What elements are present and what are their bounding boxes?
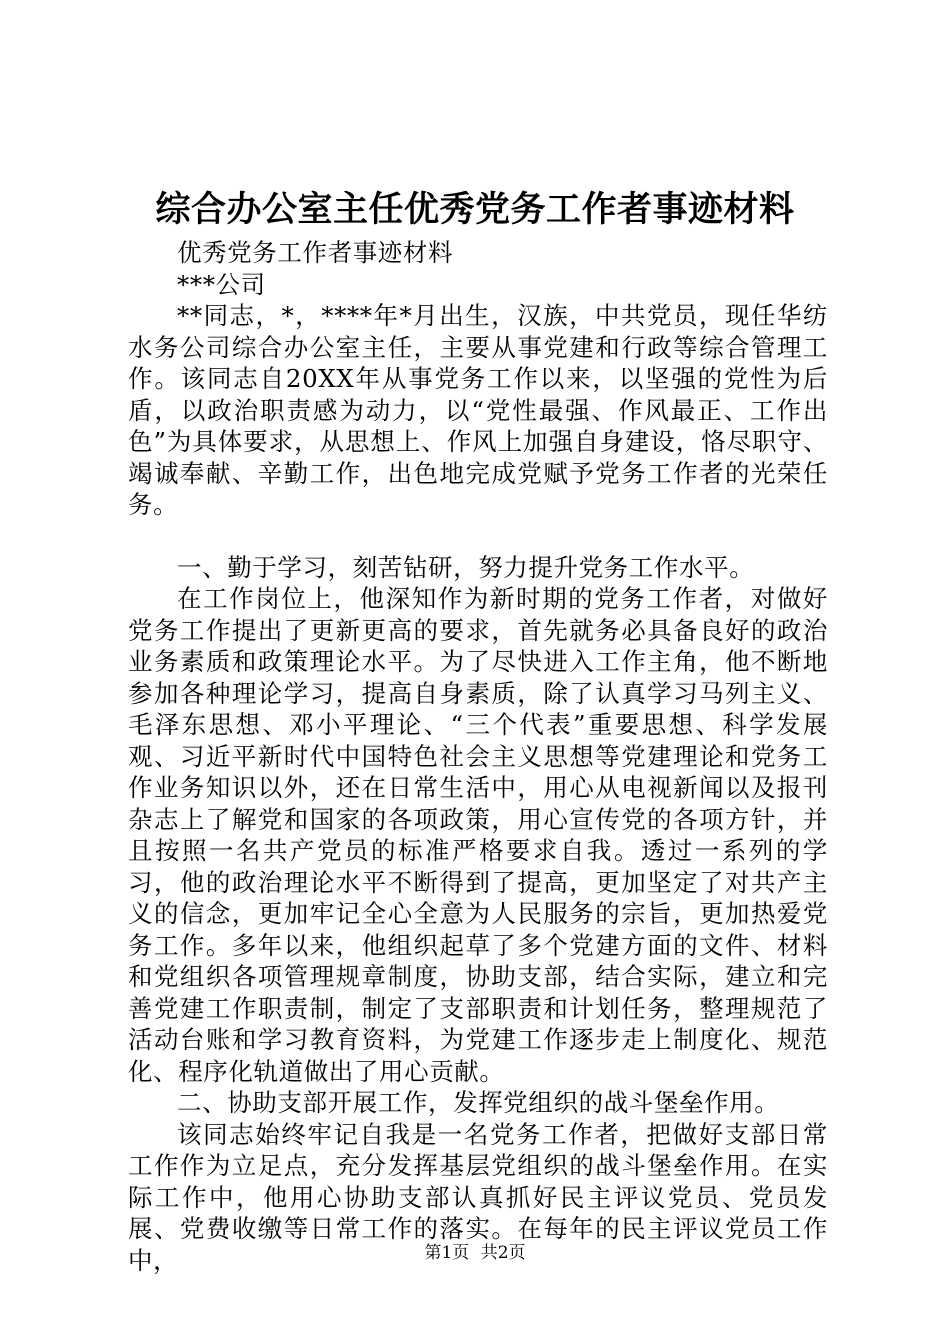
subtitle-paragraph: 优秀党务工作者事迹材料 xyxy=(177,238,454,267)
document-title: 综合办公室主任优秀党务工作者事迹材料 xyxy=(155,189,795,230)
company-paragraph: ***公司 xyxy=(177,269,266,299)
section-2-paragraph: 该同志始终牢记自我是一名党务工作者，把做好支部日常工作作为立足点，充分发挥基层党组织的战斗堡垒作用。在实际工作中，他用心协助支部认真抓好民主评议党员、党员发展、党费收缴等日常工作的落实。在每年的民主评议党员工作中， xyxy=(128,1119,828,1275)
section-1-paragraph: 在工作岗位上，他深知作为新时期的党务工作者，对做好党务工作提出了更新更高的要求，首先就务必具备良好的政治业务素质和政策理论水平。为了尽快进入工作主角，他不断地参加各种理论学习，提高自身素质，除了认真学习马列主义、毛泽东思想、邓小平理论、“三个代表”重要思想、科学发展观、习近平新时代中国特色社会主义思想等党建理论和党务工作业务知识以外，还在日常生活中，用心从电视新闻以及报刊杂志上了解党和国家的各项政策，用心宣传党的各项方针，并且按照一名共产党员的标准严格要求自我。透过一系列的学习，他的政治理论水平不断得到了提高，更加坚定了对共产主义的信念，更加牢记全心全意为人民服务的宗旨，更加热爱党务工作。多年以来，他组织起草了多个党建方面的文件、材料和党组织各项管理规章制度，协助支部，结合实际，建立和完善党建工作职责制，制定了支部职责和计划任务，整理规范了活动台账和学习教育资料，为党建工作逐步走上制度化、规范化、程序化轨道做出了用心贡献。 xyxy=(128,584,828,1086)
section-heading-1: 一、勤于学习，刻苦钻研，努力提升党务工作水平。 xyxy=(177,552,755,582)
page-footer: 第1页 共2页 xyxy=(424,1243,526,1263)
intro-paragraph: **同志，*，****年*月出生，汉族，中共党员，现任华纺水务公司综合办公室主任，主要从事党建和行政等综合管理工作。该同志自20XX年从事党务工作以来，以坚强的党性为后盾，以政治职责感为动力，以“党性最强、作风最正、工作出色”为具体要求，从思想上、作风上加强自身建设，恪尽职守、竭诚奉献、辛勤工作，出色地完成党赋予党务工作者的光荣任务。 xyxy=(128,301,828,519)
document-body xyxy=(128,237,828,1276)
section-heading-2: 二、协助支部开展工作，发挥党组织的战斗堡垒作用。 xyxy=(177,1088,780,1117)
